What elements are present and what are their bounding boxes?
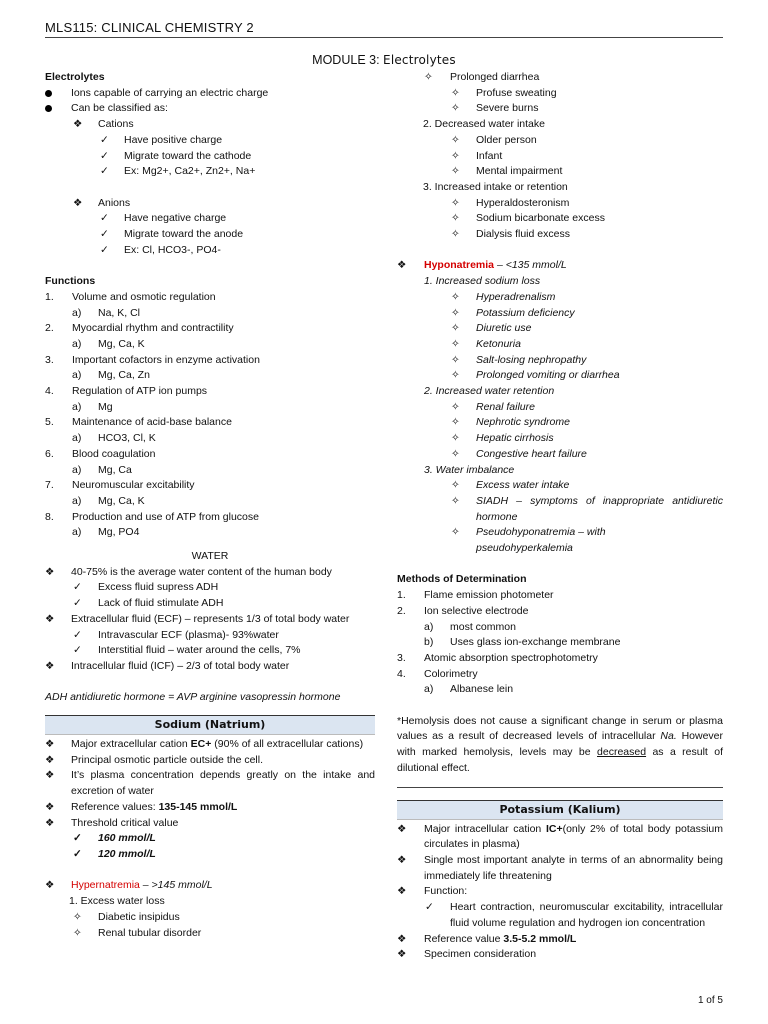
list-item: ✧ Hyperadrenalism <box>397 290 723 306</box>
function-item: 3. Important cofactors in enzyme activation <box>45 353 260 366</box>
diamond-bullet-icon: ❖ <box>45 565 55 578</box>
diamond-bullet-icon: ❖ <box>73 196 83 209</box>
list-item: ✓ Have positive charge <box>45 133 375 149</box>
list-item: ❖ Intracellular fluid (ICF) – 2/3 of total body water <box>45 659 375 675</box>
open-diamond-icon: ✧ <box>451 353 460 366</box>
list-item: 3. Water imbalance <box>424 463 515 476</box>
list-item: ❖ Anions <box>45 196 375 212</box>
function-sub: a) Mg, Ca, Zn <box>72 369 150 382</box>
diamond-bullet-icon: ❖ <box>397 854 407 866</box>
check-icon: ✓ <box>100 133 109 146</box>
open-diamond-icon: ✧ <box>451 290 460 303</box>
list-item: ❖ Specimen consideration <box>397 947 723 963</box>
list-item: Ions capable of carrying an electric charge <box>45 86 375 102</box>
diamond-bullet-icon: ❖ <box>45 816 55 829</box>
list-item: ❖ Reference value 3.5-5.2 mmol/L <box>397 932 723 948</box>
method-item: 2. Ion selective electrode <box>397 604 529 617</box>
left-column <box>45 70 375 941</box>
check-icon: ✓ <box>100 228 109 241</box>
method-item: 4. Colorimetry <box>397 667 478 680</box>
hemolysis-note: *Hemolysis does not cause a significant change in serum or plasma values as a result of decreased levels of intracellular Na. However with marked hemolysis, levels may be decreased as a result of dilutional effect. <box>397 714 723 774</box>
diamond-bullet-icon: ❖ <box>397 259 407 272</box>
sodium-section-header: Sodium (Natrium) <box>45 715 375 735</box>
list-item: ✧ Pseudohyponatremia – with pseudohyperkalemia <box>451 526 606 555</box>
list-item: ✧ Ketonuria <box>397 337 723 353</box>
diamond-bullet-icon: ❖ <box>45 800 55 813</box>
list-item: ✧ Renal tubular disorder <box>45 926 375 942</box>
water-heading: WATER <box>191 550 229 563</box>
open-diamond-icon: ✧ <box>451 369 460 382</box>
open-diamond-icon: ✧ <box>451 322 460 335</box>
list-item: ✧ Profuse sweating <box>397 86 723 102</box>
open-diamond-icon: ✧ <box>451 494 460 507</box>
open-diamond-icon: ✧ <box>451 165 460 178</box>
open-diamond-icon: ✧ <box>73 926 82 939</box>
diamond-bullet-icon: ❖ <box>45 879 55 892</box>
adh-note: ADH antidiuretic hormone = AVP arginine vasopressin hormone <box>45 691 341 704</box>
function-sub: a) Mg, PO4 <box>72 526 140 539</box>
open-diamond-icon: ✧ <box>451 400 460 413</box>
list-item: ✧ Sodium bicarbonate excess <box>397 211 723 227</box>
function-item: 5. Maintenance of acid-base balance <box>45 416 232 429</box>
list-item: ❖ Threshold critical value <box>45 816 375 832</box>
method-item: 3. Atomic absorption spectrophotometry <box>397 651 598 664</box>
check-icon: ✓ <box>100 243 109 256</box>
page-number: 1 of 5 <box>697 995 723 1006</box>
check-icon: ✓ <box>425 901 434 914</box>
function-item: 4. Regulation of ATP ion pumps <box>45 385 208 398</box>
list-item: ✓ Migrate toward the cathode <box>45 149 375 165</box>
method-sub: b) Uses glass ion-exchange membrane <box>424 636 621 649</box>
list-item: ✧ Older person <box>397 133 723 149</box>
function-item: 2. Myocardial rhythm and contractility <box>45 322 234 335</box>
check-icon: ✓ <box>73 597 82 610</box>
check-icon: ✓ <box>100 165 109 178</box>
list-item: ✧ Congestive heart failure <box>397 447 723 463</box>
function-sub: a) Mg, Ca <box>72 463 132 476</box>
open-diamond-icon: ✧ <box>451 196 460 209</box>
function-sub: a) Mg, Ca, K <box>72 494 145 507</box>
header-rule <box>45 37 723 38</box>
function-sub: a) HCO3, Cl, K <box>72 432 156 445</box>
open-diamond-icon: ✧ <box>451 416 460 429</box>
list-item: 2. Decreased water intake <box>423 118 545 131</box>
list-item: ✓ 160 mmol/L <box>45 831 375 847</box>
check-icon: ✓ <box>73 581 82 594</box>
list-item: ❖ Cations <box>45 117 375 133</box>
open-diamond-icon: ✧ <box>451 447 460 460</box>
function-item: 1. Volume and osmotic regulation <box>45 290 216 303</box>
list-item: ❖ Function: <box>397 884 723 900</box>
list-item: ✧ Excess water intake <box>397 478 723 494</box>
list-item: ✧ Salt-losing nephropathy <box>397 353 723 369</box>
list-item: ✓ Excess fluid supress ADH <box>45 580 375 596</box>
list-item: ✧ Infant <box>397 149 723 165</box>
method-sub: a) most common <box>424 620 516 633</box>
list-item: ❖ Hyponatremia – <135 mmol/L <box>397 258 723 274</box>
diamond-bullet-icon: ❖ <box>45 769 55 782</box>
list-item: ✧ Diabetic insipidus <box>45 910 375 926</box>
list-item: ✧ Hepatic cirrhosis <box>397 431 723 447</box>
bullet-dot-icon <box>45 105 52 112</box>
list-item: ✧ Prolonged diarrhea <box>397 70 723 86</box>
list-item: ✧ Severe burns <box>397 101 723 117</box>
list-item: ✓ Ex: Mg2+, Ca2+, Zn2+, Na+ <box>45 164 375 180</box>
list-item: ✓ Intravascular ECF (plasma)- 93%water <box>45 628 375 644</box>
list-item: ❖ Hypernatremia – >145 mmol/L <box>45 878 375 894</box>
open-diamond-icon: ✧ <box>451 432 460 445</box>
function-item: 7. Neuromuscular excitability <box>45 479 195 492</box>
check-icon: ✓ <box>73 848 82 860</box>
module-title <box>0 53 768 69</box>
list-item: ✓ 120 mmol/L <box>45 847 375 863</box>
list-item: ✓ Have negative charge <box>45 211 375 227</box>
open-diamond-icon: ✧ <box>451 526 460 539</box>
list-item: ✧ Mental impairment <box>397 164 723 180</box>
diamond-bullet-icon: ❖ <box>45 753 55 766</box>
function-item: 8. Production and use of ATP from glucose <box>45 510 259 523</box>
list-item: ✧ Nephrotic syndrome <box>397 415 723 431</box>
open-diamond-icon: ✧ <box>451 306 460 319</box>
open-diamond-icon: ✧ <box>451 479 460 492</box>
diamond-bullet-icon: ❖ <box>397 822 407 835</box>
list-item: ❖ Extracellular fluid (ECF) – represents 1/3 of total body water <box>45 612 375 628</box>
right-column <box>397 70 723 963</box>
check-icon: ✓ <box>100 149 109 162</box>
list-item: ✧ Renal failure <box>397 400 723 416</box>
list-item: ✓ Migrate toward the anode <box>45 227 375 243</box>
module-prefix: MODULE 3: <box>312 53 384 67</box>
list-item: ✓ Interstitial fluid – water around the cells, 7% <box>45 643 375 659</box>
function-sub: a) Mg <box>72 400 113 413</box>
diamond-bullet-icon: ❖ <box>397 932 407 945</box>
open-diamond-icon: ✧ <box>424 71 433 83</box>
open-diamond-icon: ✧ <box>451 102 460 115</box>
diamond-bullet-icon: ❖ <box>397 885 407 898</box>
open-diamond-icon: ✧ <box>451 86 460 99</box>
list-item: 1. Excess water loss <box>69 895 165 908</box>
diamond-bullet-icon: ❖ <box>45 738 55 751</box>
open-diamond-icon: ✧ <box>451 149 460 162</box>
open-diamond-icon: ✧ <box>451 212 460 225</box>
list-item: ❖ Principal osmotic particle outside the cell. <box>45 753 375 769</box>
function-sub: a) Mg, Ca, K <box>72 337 145 350</box>
diamond-bullet-icon: ❖ <box>73 118 83 131</box>
list-item: ❖ Single most important analyte in terms of an abnormality being immediately life threatening <box>397 854 723 882</box>
list-item: 1. Increased sodium loss <box>424 275 541 288</box>
list-item: ✧ Dialysis fluid excess <box>397 227 723 243</box>
functions-heading: Functions <box>45 275 96 288</box>
check-icon: ✓ <box>73 628 82 641</box>
list-item: ✓ Ex: Cl, HCO3-, PO4- <box>45 243 375 259</box>
check-icon: ✓ <box>100 212 109 225</box>
list-item: ✓ Lack of fluid stimulate ADH <box>45 596 375 612</box>
list-item: ✧ Diuretic use <box>397 321 723 337</box>
list-item: ✧ Hyperaldosteronism <box>397 196 723 212</box>
module-name: Electrolytes <box>383 53 456 67</box>
function-sub: a) Na, K, Cl <box>72 306 141 319</box>
list-item: ❖ 40-75% is the average water content of the human body <box>45 565 375 581</box>
open-diamond-icon: ✧ <box>451 133 460 146</box>
diamond-bullet-icon: ❖ <box>45 612 55 625</box>
list-item: 2. Increased water retention <box>424 385 555 398</box>
diamond-bullet-icon: ❖ <box>45 659 55 672</box>
check-icon: ✓ <box>73 644 82 657</box>
list-item: ✓ Heart contraction, neuromuscular excitability, intracellular fluid volume regulation and hydrogen ion concentration <box>425 901 723 929</box>
function-item: 6. Blood coagulation <box>45 447 156 460</box>
list-item: ❖ Major intracellular cation IC+(only 2% of total body potassium circulates in plasma) <box>397 822 724 851</box>
course-header: MLS115: CLINICAL CHEMISTRY 2 <box>45 20 254 35</box>
open-diamond-icon: ✧ <box>451 337 460 350</box>
list-item: ✧ Prolonged vomiting or diarrhea <box>397 368 723 384</box>
check-icon: ✓ <box>73 832 82 845</box>
list-item: Can be classified as: <box>45 101 375 117</box>
section-divider <box>397 787 723 788</box>
method-item: 1. Flame emission photometer <box>397 589 554 602</box>
diamond-bullet-icon: ❖ <box>397 948 407 961</box>
bullet-dot-icon <box>45 90 52 97</box>
list-item: ✧ Potassium deficiency <box>397 306 723 322</box>
method-sub: a) Albanese lein <box>424 683 514 696</box>
list-item: ❖ It’s plasma concentration depends greatly on the intake and excretion of water <box>45 769 375 798</box>
electrolytes-heading: Electrolytes <box>45 71 105 83</box>
list-item: ❖ Reference values: 135-145 mmol/L <box>45 800 375 816</box>
potassium-section-header: Potassium (Kalium) <box>397 800 723 820</box>
list-item: ❖ Major extracellular cation EC+ (90% of all extracellular cations) <box>45 737 375 753</box>
list-item: ✧ SIADH – symptoms of inappropriate antidiuretic hormone <box>451 494 723 523</box>
list-item: 3. Increased intake or retention <box>423 180 568 193</box>
methods-heading: Methods of Determination <box>397 573 527 586</box>
open-diamond-icon: ✧ <box>451 228 460 241</box>
open-diamond-icon: ✧ <box>73 910 82 923</box>
